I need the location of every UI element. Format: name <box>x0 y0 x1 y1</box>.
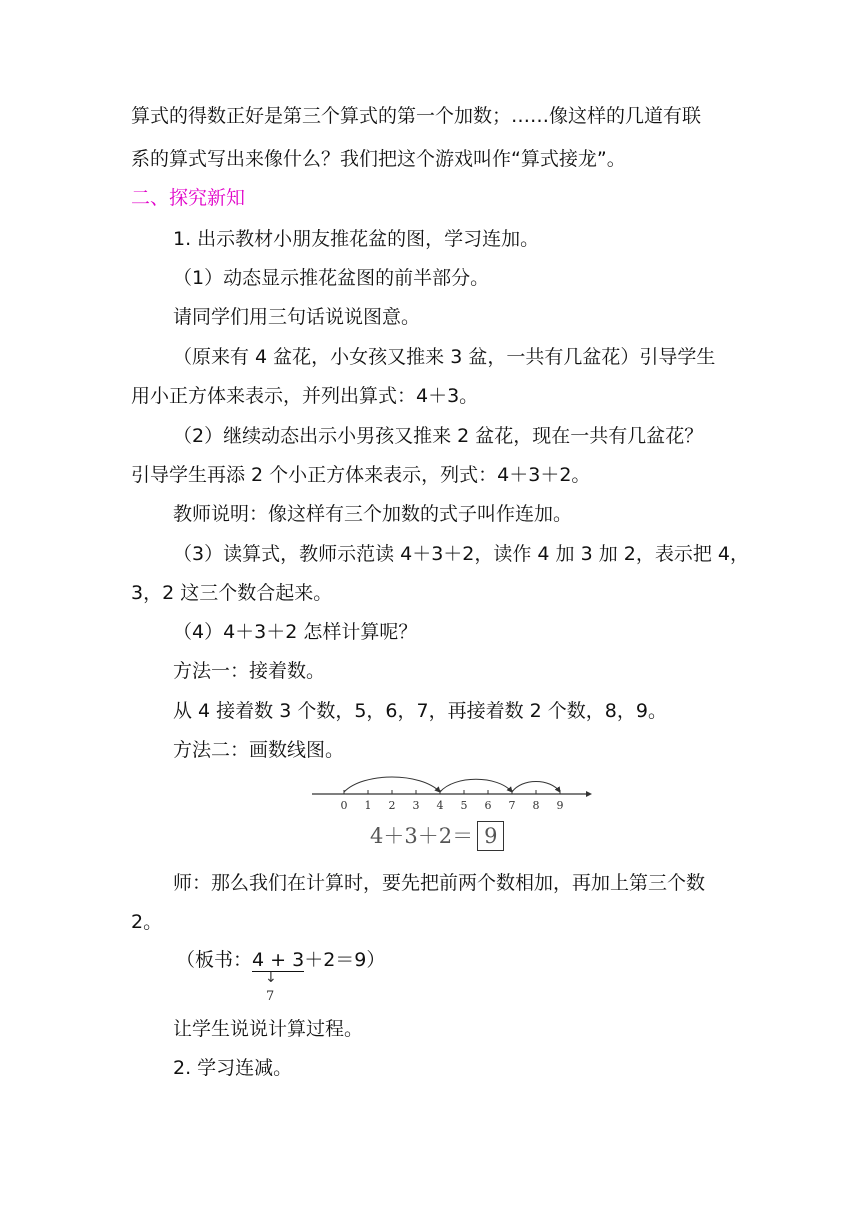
paragraph-line: 用小正方体来表示，并列出算式：4＋3。 <box>131 385 479 407</box>
tick-label: 4 <box>436 799 444 812</box>
board-underlined-text: 4 + 3 <box>252 949 305 971</box>
step-1-4: （4）4＋3＋2 怎样计算呢？ <box>173 621 418 643</box>
equation-figure <box>370 820 504 851</box>
paragraph-line: 请同学们用三句话说说图意。 <box>173 306 421 328</box>
teacher-line: 师：那么我们在计算时，要先把前两个数相加，再加上第三个数 <box>173 872 706 894</box>
tick-label: 6 <box>484 799 492 812</box>
jump-arc <box>344 777 440 792</box>
tick-label: 8 <box>532 799 540 812</box>
paragraph-line: 教师说明：像这样有三个加数的式子叫作连加。 <box>173 503 573 525</box>
step-1-3: （3）读算式，教师示范读 4＋3＋2，读作 4 加 3 加 2，表示把 4， <box>173 543 749 565</box>
paragraph-line: 让学生说说计算过程。 <box>173 1018 364 1040</box>
step-2-title: 2. 学习连减。 <box>173 1057 293 1079</box>
jump-arc <box>440 779 512 792</box>
tick-label: 2 <box>388 799 396 812</box>
number-line-figure <box>308 764 598 812</box>
axis-arrow-icon <box>586 791 592 797</box>
section-heading: 二、探究新知 <box>131 187 246 209</box>
step-1-title: 1. 出示教材小朋友推花盆的图，学习连加。 <box>173 228 540 250</box>
paragraph-line: 3，2 这三个数合起来。 <box>131 582 333 604</box>
board-subtotal: 7 <box>266 989 275 1004</box>
step-1-1: （1）动态显示推花盆图的前半部分。 <box>173 267 490 289</box>
paragraph-line: 系的算式写出来像什么？我们把这个游戏叫作“算式接龙”。 <box>131 148 626 170</box>
paragraph-line: （原来有 4 盆花，小女孩又推来 3 盆，一共有几盆花）引导学生 <box>173 346 716 368</box>
board-suffix: ＋2＝9） <box>304 949 386 971</box>
answer-box: 9 <box>477 821 504 851</box>
method-1-text: 从 4 接着数 3 个数，5，6，7，再接着数 2 个数，8，9。 <box>173 700 667 722</box>
tick-label: 5 <box>460 799 468 812</box>
paragraph-line: 算式的得数正好是第三个算式的第一个加数；……像这样的几道有联 <box>131 105 702 127</box>
tick-label: 0 <box>340 799 348 812</box>
tick-label: 1 <box>364 799 372 812</box>
equation-left: 4＋3＋2＝ <box>370 824 474 848</box>
method-1-title: 方法一：接着数。 <box>173 660 326 682</box>
board-writing <box>176 947 385 973</box>
tick-label: 7 <box>508 799 516 812</box>
board-underlined <box>252 947 304 973</box>
down-arrow-icon: ↓ <box>265 970 277 986</box>
tick-label: 3 <box>412 799 420 812</box>
paragraph-line: 2。 <box>131 911 163 933</box>
step-1-2: （2）继续动态出示小男孩又推来 2 盆花，现在一共有几盆花？ <box>173 425 704 447</box>
method-2-title: 方法二：画数线图。 <box>173 739 345 761</box>
board-prefix: （板书： <box>176 949 253 971</box>
paragraph-line: 引导学生再添 2 个小正方体来表示，列式：4＋3＋2。 <box>131 464 591 486</box>
tick-label: 9 <box>556 799 564 812</box>
